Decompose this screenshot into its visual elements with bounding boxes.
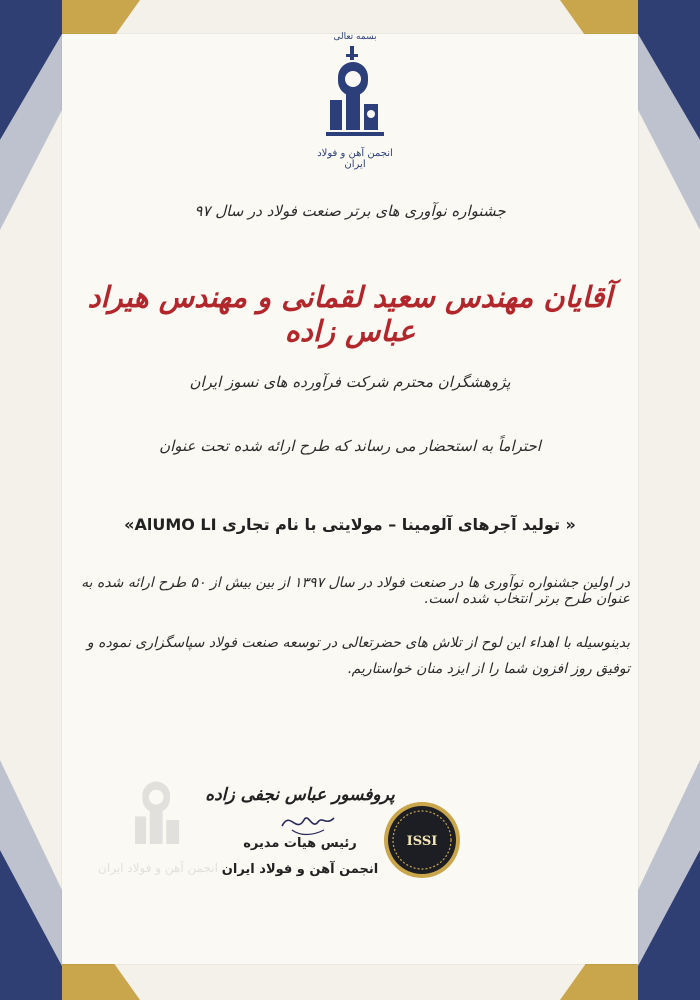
- invocation-text: بسمه تعالی: [333, 32, 377, 42]
- signatory-title: رئیس هیات مدیره: [243, 836, 357, 851]
- seal-label: ISSI: [406, 834, 438, 849]
- iisa-emblem-icon: [320, 44, 390, 142]
- organization-logo: [310, 32, 400, 172]
- appreciation-paragraph: بدینوسیله با اهداء این لوح از تلاش های حضرتعالی در توسعه صنعت فولاد سپاسگزاری نموده و توفیق روز افزون شما را از ایزد منان خواستاریم.: [86, 635, 630, 677]
- recipients-heading: آقایان مهندس سعید لقمانی و مهندس هیراد عباس زاده: [87, 280, 613, 348]
- festival-title: جشنواره نوآوری های برتر صنعت فولاد در سال ۹۷: [194, 202, 506, 220]
- watermark-emblem-icon: [123, 765, 193, 855]
- handwritten-signature: [278, 800, 338, 840]
- signatory-organization: انجمن آهن و فولاد ایران: [221, 862, 379, 877]
- researchers-line: پژوهشگران محترم شرکت فرآورده های نسوز ایران: [189, 373, 511, 391]
- selection-paragraph: در اولین جشنواره نوآوری ها در صنعت فولاد در سال ۱۳۹۷ از بین بیش از ۵۰ طرح ارائه شده به عنوان طرح برتر انتخاب شده است.: [81, 575, 630, 607]
- watermark-org-name: انجمن آهن و فولاد ایران: [98, 861, 218, 875]
- organization-name: انجمن آهن و فولاد ایران: [317, 148, 393, 170]
- signatory-name: پروفسور عباس نجفی زاده: [205, 785, 395, 805]
- respect-line: احتراماً به استحضار می رساند که طرح ارائه شده تحت عنوان: [159, 437, 541, 455]
- project-title: « تولید آجرهای آلومینا – مولایتی با نام تجاری AlUMO LI»: [124, 515, 576, 534]
- issi-seal-icon: [382, 800, 462, 880]
